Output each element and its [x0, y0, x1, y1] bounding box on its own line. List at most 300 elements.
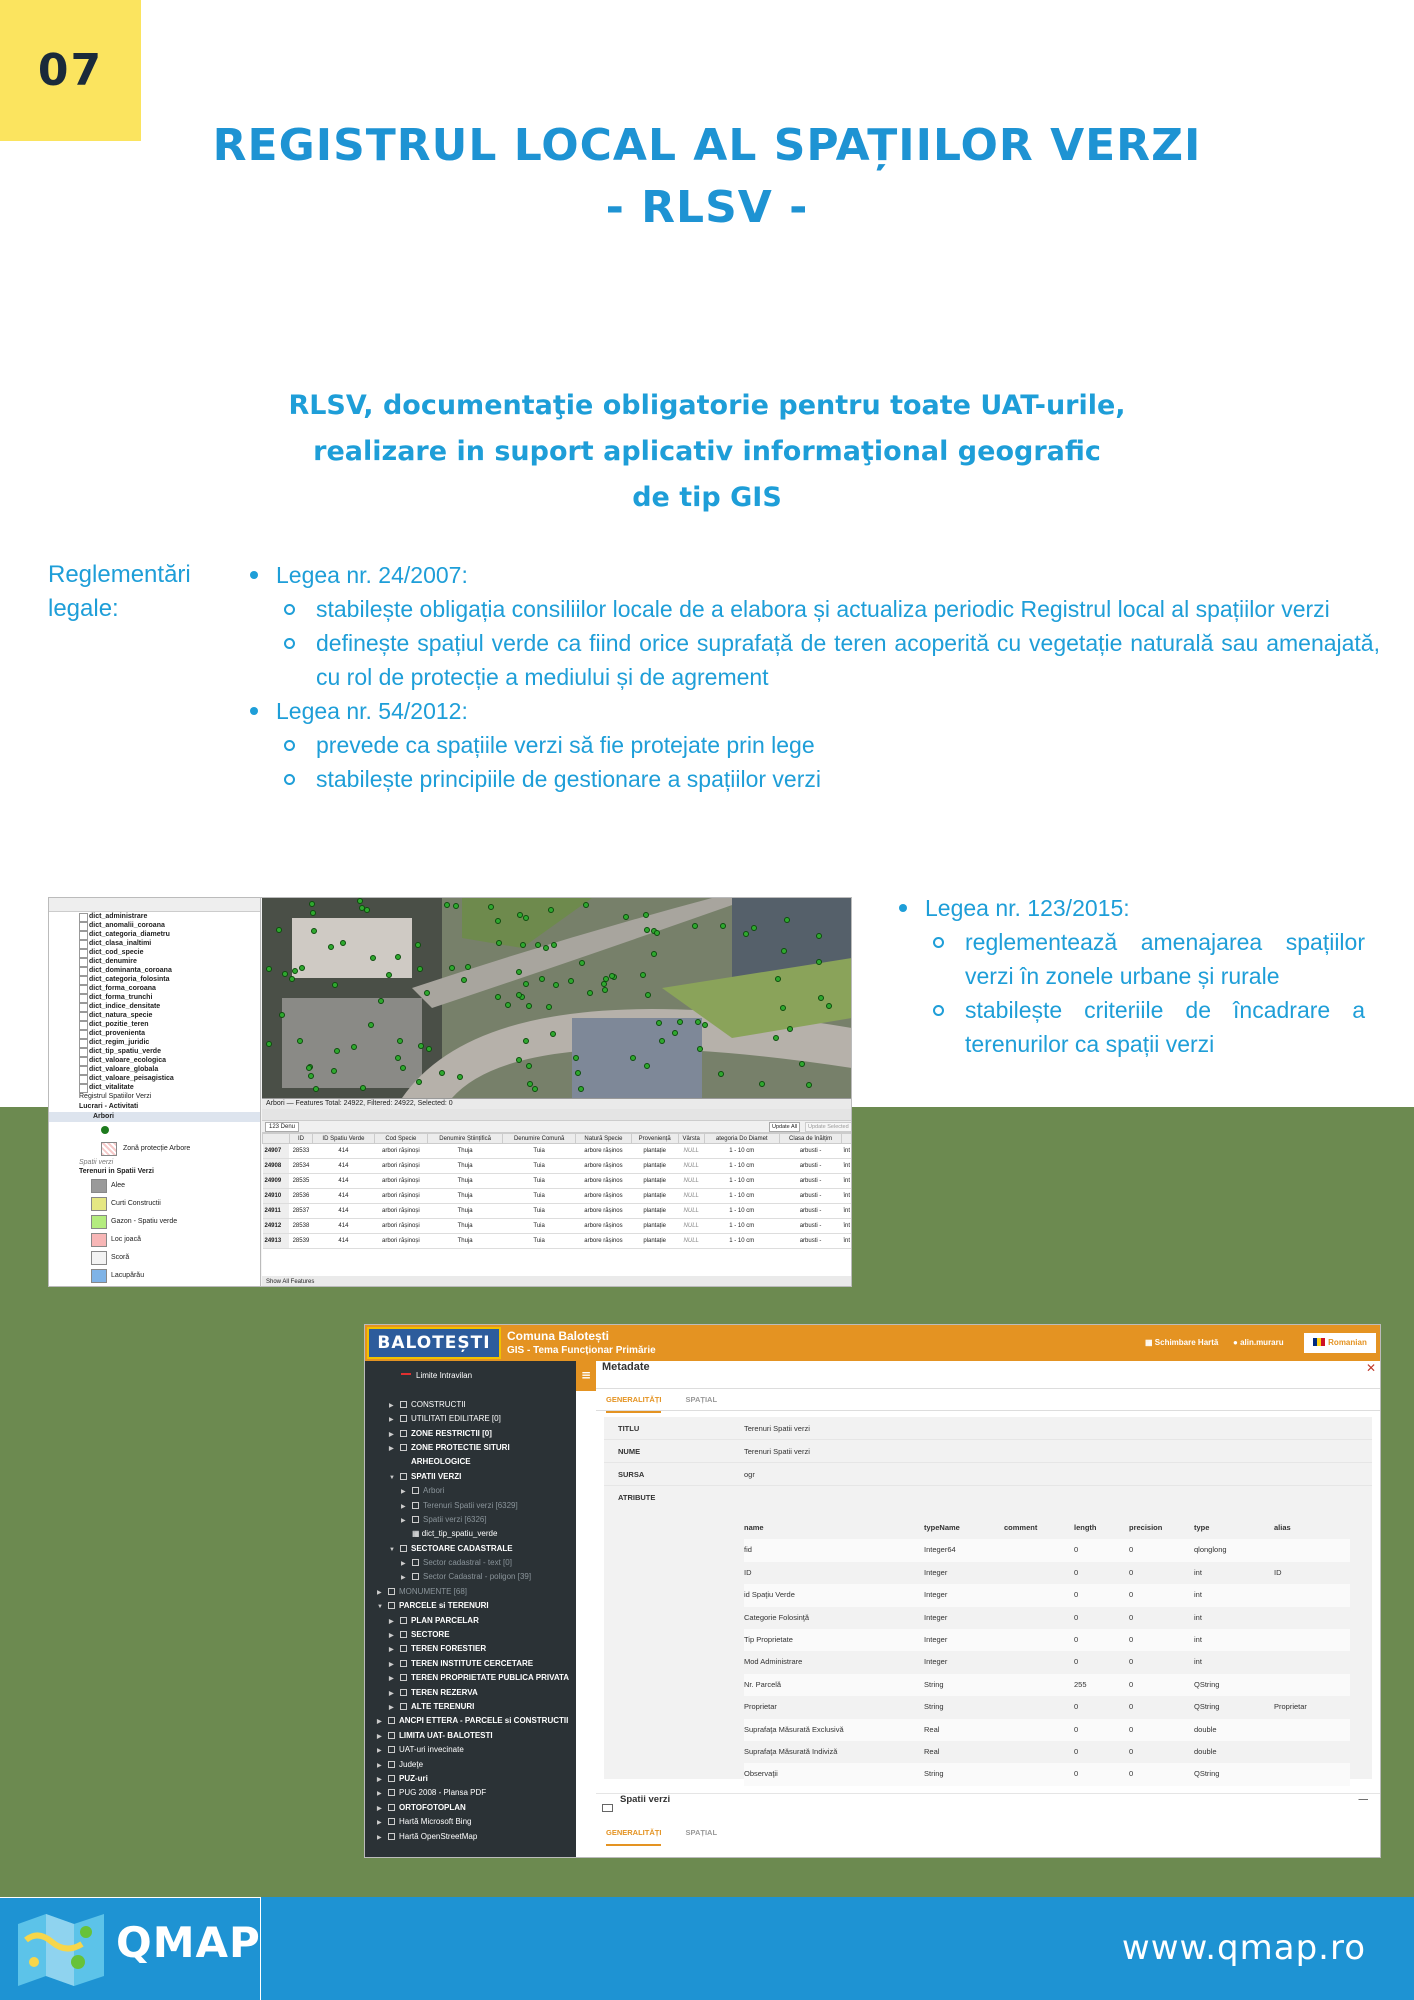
layer-tree-item[interactable]: ▶ TEREN INSTITUTE CERCETARE	[365, 1657, 576, 1671]
attribute-cell: 0	[1074, 1634, 1079, 1644]
table-cell: 24909	[263, 1174, 290, 1189]
legend-list	[49, 1177, 260, 1285]
layer-item[interactable]: dict_tip_spatiu_verde	[49, 1047, 260, 1056]
legend-item: Lacupărău	[49, 1267, 260, 1285]
attribute-cell: Proprietar	[744, 1702, 777, 1712]
language-select[interactable]: Romanian	[1304, 1333, 1376, 1353]
column-header[interactable]: Vârsta	[678, 1134, 704, 1144]
column-header[interactable]: Natură Specie	[576, 1134, 632, 1144]
attribute-cell: 0	[1129, 1612, 1134, 1622]
table-cell: arbore rășinos	[576, 1174, 632, 1189]
user-menu[interactable]: ● alin.muraru	[1233, 1338, 1284, 1347]
checkbox[interactable]	[400, 1444, 407, 1451]
table-row[interactable]	[263, 1144, 852, 1159]
flag-icon	[1313, 1338, 1325, 1346]
layer-tree-item[interactable]: ▼ SPATII VERZI	[365, 1470, 576, 1484]
checkbox[interactable]	[388, 1761, 395, 1768]
attribute-cell: 0	[1074, 1702, 1079, 1712]
website-link[interactable]: www.qmap.ro	[1121, 1928, 1366, 1968]
layer-item[interactable]: dict_provenienta	[49, 1029, 260, 1038]
table-row[interactable]	[263, 1204, 852, 1219]
layer-tree-item[interactable]: ▶ TEREN PROPRIETATE PUBLICA PRIVATA	[365, 1671, 576, 1685]
hamburger-menu-icon[interactable]: ≡	[576, 1361, 596, 1391]
checkbox[interactable]	[400, 1401, 407, 1408]
checkbox[interactable]	[400, 1645, 407, 1652]
layer-tree-item[interactable]: ▶ Judeţe	[365, 1758, 576, 1772]
tree-point	[651, 951, 657, 957]
app-brand-title: Comuna Balotești	[507, 1329, 610, 1343]
checkbox[interactable]	[388, 1732, 395, 1739]
table-cell: NULL	[678, 1189, 704, 1204]
tree-point	[751, 925, 757, 931]
table-cell: arbusti -	[779, 1159, 842, 1174]
tree-point	[357, 898, 363, 904]
layer-tree-item[interactable]: ▼ SECTOARE CADASTRALE	[365, 1542, 576, 1556]
layer-item[interactable]: dict_forma_trunchi	[49, 993, 260, 1002]
layer-item[interactable]: dict_cod_specie	[49, 948, 260, 957]
layer-group[interactable]: Registrul Spatiilor Verzi	[79, 1093, 152, 1100]
tab-spatial[interactable]: SPAȚIAL	[685, 1828, 718, 1837]
table-cell: Tuia	[503, 1159, 576, 1174]
table-cell: arbori rășinoși	[374, 1204, 428, 1219]
caret-right-icon[interactable]: ▶	[377, 1834, 382, 1841]
tree-point	[677, 1019, 683, 1025]
attribute-row	[744, 1584, 1350, 1606]
caret-right-icon[interactable]: ▶	[377, 1820, 382, 1827]
caret-right-icon[interactable]: ▶	[389, 1402, 394, 1409]
table-cell: 414	[313, 1189, 374, 1204]
layer-tree-item[interactable]: ▶ ZONE RESTRICTII [0]	[365, 1427, 576, 1441]
tree-point	[692, 923, 698, 929]
tree-point	[523, 1038, 529, 1044]
caret-right-icon[interactable]: ▶	[377, 1719, 382, 1726]
map-icon: ▦	[1145, 1338, 1155, 1347]
panel-tabs	[596, 1389, 1381, 1411]
caret-right-icon[interactable]: ▶	[389, 1445, 394, 1452]
layer-item[interactable]: dict_pozitie_teren	[49, 1020, 260, 1029]
table-cell: NULL	[678, 1159, 704, 1174]
tree-point	[787, 1026, 793, 1032]
layer-item[interactable]: dict_forma_coroana	[49, 984, 260, 993]
show-all-features[interactable]: Show All Features	[262, 1276, 852, 1287]
column-header[interactable]: ID Spatiu Verde	[313, 1134, 374, 1144]
caret-right-icon[interactable]: ▶	[377, 1805, 382, 1812]
layer-tree-item[interactable]: ▶ TEREN REZERVA	[365, 1686, 576, 1700]
tree-point	[378, 998, 384, 1004]
table-cell: plantație	[631, 1234, 678, 1249]
checkbox[interactable]	[412, 1559, 419, 1566]
table-row[interactable]	[263, 1234, 852, 1249]
tab-spatial[interactable]: SPAȚIAL	[685, 1395, 718, 1404]
attribute-column-header: length	[1074, 1523, 1097, 1532]
layer-item[interactable]: dict_dominanta_coroana	[49, 966, 260, 975]
tree-point	[334, 1048, 340, 1054]
attribute-cell: Nr. Parcelă	[744, 1679, 782, 1689]
table-cell: 24910	[263, 1189, 290, 1204]
collapse-icon[interactable]: —	[1358, 1794, 1368, 1805]
layer-item[interactable]: dict_anomalii_coroana	[49, 921, 260, 930]
attribute-cell: Integer	[924, 1590, 948, 1600]
legend-item: Gazon - Spatiu verde	[49, 1213, 260, 1231]
caret-right-icon[interactable]: ▶	[401, 1503, 406, 1510]
layer-tree-item[interactable]: ▶ UAT-uri invecinate	[365, 1743, 576, 1757]
checkbox[interactable]	[388, 1602, 395, 1609]
tree-point	[523, 915, 529, 921]
attribute-cell: Integer	[924, 1634, 948, 1644]
layer-item[interactable]: dict_valoare_ecologica	[49, 1056, 260, 1065]
tree-point	[773, 1035, 779, 1041]
section-header[interactable]: Spatii verzi —	[596, 1794, 1381, 1822]
layer-tree-item[interactable]: ▶ PLAN PARCELAR	[365, 1614, 576, 1628]
layer-tree-item[interactable]: ARHEOLOGICE	[411, 1457, 471, 1467]
layer-tree-item[interactable]: ▶ Hartă OpenStreetMap	[365, 1830, 576, 1844]
attribute-cell: 0	[1129, 1545, 1134, 1555]
tree-point	[602, 987, 608, 993]
checkbox[interactable]	[400, 1617, 407, 1624]
attribute-cell: Suprafaţa Măsurată Exclusivă	[744, 1724, 844, 1734]
table-cell: 1 - 10 cm	[704, 1219, 779, 1234]
checkbox[interactable]	[400, 1415, 407, 1422]
tree-point	[523, 981, 529, 987]
caret-right-icon[interactable]: ▶	[377, 1776, 382, 1783]
caret-right-icon[interactable]: ▶	[389, 1618, 394, 1625]
tree-point	[417, 966, 423, 972]
layer-tree-item[interactable]: ▶ Spatii verzi [6326]	[365, 1513, 576, 1527]
checkbox[interactable]	[400, 1473, 407, 1480]
checkbox[interactable]	[400, 1689, 407, 1696]
tree-point	[289, 976, 295, 982]
caret-right-icon[interactable]: ▶	[377, 1748, 382, 1755]
attribute-toolbar[interactable]	[262, 1109, 852, 1121]
tree-point	[526, 1063, 532, 1069]
tree-point	[313, 1086, 319, 1092]
column-header[interactable]: Proveniență	[631, 1134, 678, 1144]
layer-tree-item[interactable]: ▶ SECTORE	[365, 1628, 576, 1642]
layer-item[interactable]: dict_valoare_peisagistica	[49, 1074, 260, 1083]
caret-right-icon[interactable]: ▶	[377, 1733, 382, 1740]
layer-item[interactable]: dict_denumire	[49, 957, 260, 966]
layer-tree-item[interactable]: ▶ UTILITATI EDILITARE [0]	[365, 1412, 576, 1426]
caret-right-icon[interactable]: ▶	[389, 1633, 394, 1640]
page-title-line2: - RLSV -	[605, 182, 809, 233]
layer-item[interactable]: dict_vitalitate	[49, 1083, 260, 1092]
layer-tree-item[interactable]: ▼ PARCELE si TERENURI	[365, 1599, 576, 1613]
checkbox[interactable]	[388, 1804, 395, 1811]
web-gis-screenshot	[364, 1324, 1381, 1858]
attribute-cell: 255	[1074, 1679, 1087, 1689]
checkbox[interactable]	[400, 1631, 407, 1638]
subtitle-line2: realizare in suport aplicativ informaţional geografic	[313, 436, 1101, 467]
caret-right-icon[interactable]: ▶	[401, 1561, 406, 1568]
tree-point	[351, 1044, 357, 1050]
layer-tree-item[interactable]: ▶ Hartă Microsoft Bing	[365, 1815, 576, 1829]
caret-right-icon[interactable]: ▶	[389, 1690, 394, 1697]
layer-item[interactable]: Spatii verzi	[79, 1159, 114, 1166]
checkbox[interactable]	[400, 1430, 407, 1437]
tree-point	[279, 1012, 285, 1018]
attribute-cell: Categorie Folosinţă	[744, 1612, 810, 1622]
legal-regulations-label: Reglementări legale:	[48, 561, 191, 622]
caret-right-icon[interactable]: ▶	[377, 1589, 382, 1596]
table-cell: 1 - 10 cm	[704, 1144, 779, 1159]
table-cell: NULL	[678, 1219, 704, 1234]
legend-item: Alee	[49, 1177, 260, 1195]
table-cell: arbore rășinos	[576, 1144, 632, 1159]
page-title-line1: REGISTRUL LOCAL AL SPAȚIILOR VERZI	[212, 120, 1202, 171]
table-cell: 28537	[289, 1204, 313, 1219]
table-cell: 24913	[263, 1234, 290, 1249]
attribute-cell: 0	[1129, 1634, 1134, 1644]
layer-tree-item[interactable]: ▶ PUG 2008 - Plansa PDF	[365, 1786, 576, 1800]
caret-right-icon[interactable]: ▶	[389, 1676, 394, 1683]
layer-arbori[interactable]: Arbori	[49, 1112, 260, 1122]
law-point: prevede ca spațiile verzi să fie protejate prin lege	[276, 728, 1380, 762]
user-icon: ●	[1233, 1338, 1241, 1347]
checkbox[interactable]	[400, 1660, 407, 1667]
layer-tree-item[interactable]: ▶ TEREN FORESTIER	[365, 1642, 576, 1656]
tree-point	[654, 930, 660, 936]
table-cell: plantație	[631, 1159, 678, 1174]
table-row[interactable]	[263, 1219, 852, 1234]
tree-point	[816, 959, 822, 965]
table-cell: arbore rășinos	[576, 1189, 632, 1204]
tree-point	[643, 912, 649, 918]
layer-tree-item[interactable]: ▶ CONSTRUCTII	[365, 1398, 576, 1412]
tree-point	[516, 1057, 522, 1063]
layer-item[interactable]: dict_regim_juridic	[49, 1038, 260, 1047]
law-item: Legea nr. 24/2007: stabilește obligația consiliilor locale de a elabora și actualiza periodic Registrul local al spațiilor verzi definește spațiul verde ca fiind orice suprafață de teren acoperită cu vegetație naturală sau amenajată, cu rol de protecție a mediului și de agrement	[246, 558, 1380, 694]
qgis-screenshot	[48, 897, 852, 1287]
checkbox[interactable]	[388, 1775, 395, 1782]
checkbox[interactable]	[412, 1502, 419, 1509]
attribute-cell: int	[1194, 1612, 1202, 1622]
caret-right-icon[interactable]: ▶	[377, 1791, 382, 1798]
tree-point	[495, 918, 501, 924]
tree-point	[526, 1003, 532, 1009]
attribute-cell: 0	[1129, 1679, 1134, 1689]
column-header[interactable]	[842, 1134, 852, 1144]
attribute-column-header: typeName	[924, 1523, 960, 1532]
checkbox[interactable]	[400, 1703, 407, 1710]
layer-tree-item[interactable]: ▶ Arbori	[365, 1484, 576, 1498]
metadata-table	[604, 1417, 1372, 1779]
layer-tree-item[interactable]: ▶ PUZ-uri	[365, 1772, 576, 1786]
tree-point	[644, 1063, 650, 1069]
table-cell: înt	[842, 1159, 852, 1174]
column-header[interactable]: Clasa de înălțim	[779, 1134, 842, 1144]
update-selected-button[interactable]: Update Selected	[805, 1122, 852, 1132]
tree-point	[532, 1086, 538, 1092]
caret-down-icon[interactable]: ▼	[389, 1546, 395, 1553]
table-cell: înt	[842, 1174, 852, 1189]
attribute-cell: Real	[924, 1724, 940, 1734]
layer-item[interactable]: Terenuri in Spatii Verzi	[79, 1168, 154, 1175]
attribute-row	[744, 1629, 1350, 1651]
attribute-cell: int	[1194, 1567, 1202, 1577]
tree-point	[297, 1038, 303, 1044]
table-row[interactable]	[263, 1189, 852, 1204]
law-item: Legea nr. 123/2015: reglementează amenajarea spațiilor verzi în zonele urbane și rurale stabilește criteriile de încadrare a terenurilor ca spații verzi	[895, 891, 1365, 1061]
column-header[interactable]	[263, 1134, 290, 1144]
table-cell: Thuja	[428, 1159, 503, 1174]
tree-point	[395, 1055, 401, 1061]
checkbox[interactable]	[412, 1487, 419, 1494]
layer-tree-item[interactable]: ▦ dict_tip_spatiu_verde	[412, 1529, 498, 1539]
section-spatii-verzi	[596, 1793, 1381, 1858]
column-header[interactable]: Denumire Științifică	[428, 1134, 503, 1144]
table-cell: 414	[313, 1159, 374, 1174]
attribute-cell: Mod Administrare	[744, 1657, 803, 1667]
checkbox[interactable]	[388, 1588, 395, 1595]
caret-right-icon[interactable]: ▶	[401, 1575, 406, 1582]
law-item: Legea nr. 54/2012: prevede ca spațiile verzi să fie protejate prin lege stabilește principiile de gestionare a spațiilor verzi	[246, 694, 1380, 796]
attribute-cell: int	[1194, 1634, 1202, 1644]
table-cell: arbore rășinos	[576, 1159, 632, 1174]
update-all-button[interactable]: Update All	[769, 1122, 800, 1132]
tree-point	[266, 1041, 272, 1047]
tree-icon	[101, 1126, 109, 1134]
tree-point	[457, 1074, 463, 1080]
table-cell: 28536	[289, 1189, 313, 1204]
caret-right-icon[interactable]: ▶	[401, 1517, 406, 1524]
checkbox[interactable]	[388, 1717, 395, 1724]
tab-generalitati[interactable]: GENERALITĂȚI	[606, 1389, 661, 1413]
caret-right-icon[interactable]: ▶	[389, 1661, 394, 1668]
table-cell: arbusti -	[779, 1204, 842, 1219]
table-cell: arbusti -	[779, 1144, 842, 1159]
tree-point	[644, 927, 650, 933]
orthophoto-map[interactable]	[262, 898, 852, 1098]
close-icon[interactable]: ✕	[1365, 1361, 1376, 1375]
law-point: stabilește obligația consiliilor locale de a elabora și actualiza periodic Registrul local al spațiilor verzi	[276, 592, 1380, 626]
caret-right-icon[interactable]: ▶	[377, 1762, 382, 1769]
caret-right-icon[interactable]: ▶	[389, 1647, 394, 1654]
table-row[interactable]	[263, 1159, 852, 1174]
checkbox[interactable]	[388, 1818, 395, 1825]
caret-right-icon[interactable]: ▶	[389, 1431, 394, 1438]
attribute-cell: double	[1194, 1724, 1217, 1734]
caret-right-icon[interactable]: ▶	[401, 1489, 406, 1496]
layer-tree-item[interactable]: ▶ ZONE PROTECTIE SITURI	[365, 1441, 576, 1455]
caret-right-icon[interactable]: ▶	[389, 1704, 394, 1711]
layer-tree-item[interactable]: ▶ Terenuri Spatii verzi [6329]	[365, 1499, 576, 1513]
metadata-row: NUME Terenuri Spatii verzi	[604, 1440, 1372, 1463]
tree-point	[640, 972, 646, 978]
layer-tree-item[interactable]: ▶ LIMITA UAT- BALOTESTI	[365, 1729, 576, 1743]
layer-item[interactable]: dict_valoare_globala	[49, 1065, 260, 1074]
tree-point	[266, 966, 272, 972]
layer-tree-item[interactable]: ▶ ORTOFOTOPLAN	[365, 1801, 576, 1815]
layers-toolbar	[49, 898, 260, 912]
attribute-cell: 0	[1129, 1657, 1134, 1667]
tree-point	[623, 914, 629, 920]
law-point: stabilește principiile de gestionare a spațiilor verzi	[276, 762, 1380, 796]
layer-item[interactable]: dict_indice_densitate	[49, 1002, 260, 1011]
law-point: definește spațiul verde ca fiind orice suprafață de teren acoperită cu vegetație naturală sau amenajată, cu rol de protecție a mediului și de agrement	[276, 626, 1380, 694]
table-cell: plantație	[631, 1174, 678, 1189]
layer-tree-item[interactable]: ▶ Sector cadastral - text [0]	[365, 1556, 576, 1570]
layer-item[interactable]: dict_categoria_diametru	[49, 930, 260, 939]
layer-tree-item[interactable]: Limite Intravilan	[365, 1369, 576, 1383]
table-cell: arbusti -	[779, 1174, 842, 1189]
tree-point	[465, 964, 471, 970]
checkbox[interactable]	[388, 1789, 395, 1796]
table-cell: plantație	[631, 1189, 678, 1204]
layer-item[interactable]: dict_natura_specie	[49, 1011, 260, 1020]
table-cell: 24911	[263, 1204, 290, 1219]
caret-down-icon[interactable]: ▼	[377, 1604, 383, 1611]
map-icon	[602, 1804, 613, 1812]
layer-tree-item[interactable]: ▶ ANCPI ETTERA - PARCELE si CONSTRUCTII	[365, 1714, 576, 1728]
tree-point	[328, 944, 334, 950]
layer-group[interactable]: Lucrari - Activitati	[79, 1103, 139, 1110]
table-row[interactable]	[263, 1174, 852, 1189]
change-map-button[interactable]: ▦ Schimbare Hartă	[1145, 1338, 1219, 1347]
table-cell: NULL	[678, 1144, 704, 1159]
table-cell: 24912	[263, 1219, 290, 1234]
table-cell: Tuia	[503, 1219, 576, 1234]
layer-tree-item[interactable]: ▶ ALTE TERENURI	[365, 1700, 576, 1714]
caret-down-icon[interactable]: ▼	[389, 1474, 395, 1481]
checkbox[interactable]	[388, 1833, 395, 1840]
column-header[interactable]: Denumire Comună	[503, 1134, 576, 1144]
attribute-row	[744, 1607, 1350, 1629]
table-cell: arbore rășinos	[576, 1219, 632, 1234]
tree-point	[368, 1022, 374, 1028]
table-cell: 28539	[289, 1234, 313, 1249]
tree-point	[818, 995, 824, 1001]
layer-item[interactable]: dict_categoria_folosinta	[49, 975, 260, 984]
tree-point	[340, 940, 346, 946]
checkbox[interactable]	[412, 1573, 419, 1580]
map-canvas	[262, 898, 852, 1098]
qmap-map-icon	[12, 1910, 112, 1990]
checkbox[interactable]	[388, 1746, 395, 1753]
tree-point	[276, 927, 282, 933]
table-icon: ▦	[412, 1529, 422, 1539]
table-cell: 1 - 10 cm	[704, 1189, 779, 1204]
attribute-cell: double	[1194, 1746, 1217, 1756]
table-cell: 1 - 10 cm	[704, 1234, 779, 1249]
tree-point	[359, 905, 365, 911]
column-header[interactable]: ID	[289, 1134, 313, 1144]
section-tabs	[596, 1822, 1381, 1844]
tree-point	[520, 942, 526, 948]
layer-tree-item[interactable]: ▶ MONUMENTE [68]	[365, 1585, 576, 1599]
tab-generalitati[interactable]: GENERALITĂȚI	[606, 1822, 661, 1846]
tree-point	[424, 990, 430, 996]
column-header[interactable]: Cod Specie	[374, 1134, 428, 1144]
checkbox[interactable]	[400, 1674, 407, 1681]
tree-point	[426, 1046, 432, 1052]
tree-point	[816, 933, 822, 939]
layer-tree-item[interactable]: ▶ Sector Cadastral - poligon [39]	[365, 1570, 576, 1584]
caret-right-icon[interactable]: ▶	[389, 1417, 394, 1424]
column-header[interactable]: ategoria Do Diamet	[704, 1134, 779, 1144]
layer-item[interactable]: dict_administrare	[49, 912, 260, 921]
checkbox[interactable]	[412, 1516, 419, 1523]
table-cell: arbori rășinoși	[374, 1144, 428, 1159]
field-select[interactable]: 123 Denu	[265, 1122, 299, 1132]
tree-point	[550, 1031, 556, 1037]
layer-item[interactable]: dict_clasa_inaltimi	[49, 939, 260, 948]
attribute-cell: int	[1194, 1590, 1202, 1600]
tree-point	[697, 1046, 703, 1052]
tree-point	[299, 965, 305, 971]
table-cell: arbore rășinos	[576, 1234, 632, 1249]
checkbox[interactable]	[400, 1545, 407, 1552]
table-cell: 414	[313, 1219, 374, 1234]
